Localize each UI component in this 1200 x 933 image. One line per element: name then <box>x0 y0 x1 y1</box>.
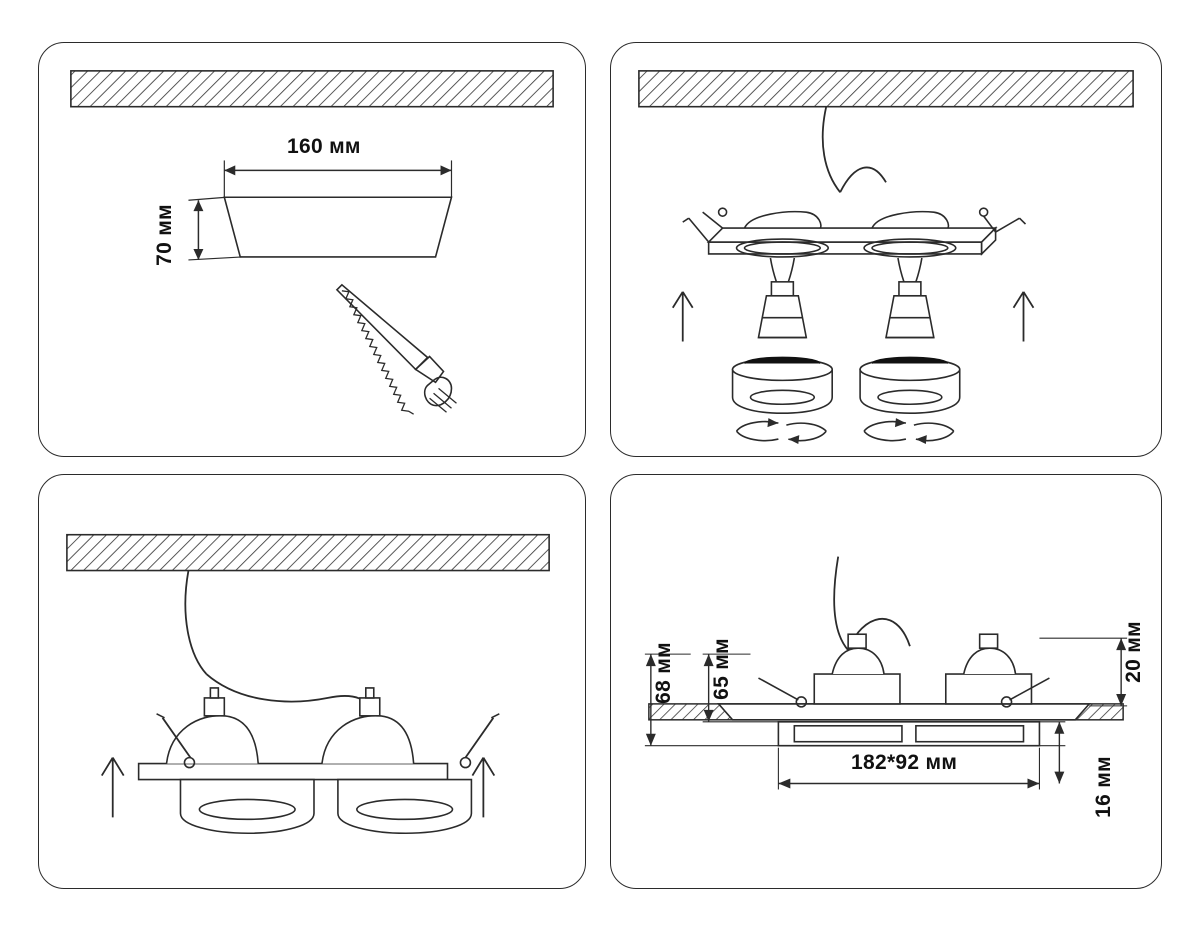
cutout-box <box>224 197 451 257</box>
label-cutout-width: 160 мм <box>287 135 361 158</box>
power-wire <box>834 557 910 651</box>
panel-3-drawing <box>39 475 585 888</box>
ceiling-hatch <box>71 71 553 107</box>
hand-saw-icon <box>337 285 457 414</box>
reflector-ring-left <box>733 357 833 413</box>
fixture-frame <box>139 688 500 833</box>
lamp-gu10-right <box>886 258 934 338</box>
up-arrow-icon-left <box>102 758 124 818</box>
up-arrow-icon-left <box>673 292 693 342</box>
fixture-frame <box>683 208 1026 257</box>
up-arrow-icon-right <box>472 758 494 818</box>
rotate-arrow-icon-right <box>864 418 954 444</box>
label-cutout-depth: 70 мм <box>152 204 176 266</box>
reflector-ring-right <box>860 357 960 413</box>
fixture-section <box>719 634 1090 745</box>
dimension-body-height <box>1039 722 1065 784</box>
panel-overall-dimensions <box>610 474 1162 889</box>
label-recess-depth: 65 мм <box>709 638 733 700</box>
label-total-height: 68 мм <box>651 642 675 704</box>
label-cutout-size: 182*92 мм <box>851 751 958 774</box>
rotate-arrow-icon-left <box>737 418 827 444</box>
dimension-above-ceiling <box>1039 638 1127 706</box>
panel-2-drawing <box>611 43 1161 456</box>
ceiling-hatch <box>67 535 549 571</box>
panel-4-drawing <box>611 475 1161 888</box>
label-above-ceiling: 20 мм <box>1121 621 1145 683</box>
dimension-width <box>224 160 451 197</box>
panel-cutout-dimensions <box>38 42 586 457</box>
panel-1-drawing <box>39 43 585 456</box>
dimension-depth <box>188 197 242 260</box>
up-arrow-icon-right <box>1014 292 1034 342</box>
lamp-gu10-left <box>758 258 806 338</box>
panel-fixture-mounting <box>38 474 586 889</box>
ceiling-hatch <box>639 71 1133 107</box>
power-wire <box>823 107 886 193</box>
label-body-height: 16 мм <box>1091 756 1115 818</box>
panel-lamp-insertion <box>610 42 1162 457</box>
